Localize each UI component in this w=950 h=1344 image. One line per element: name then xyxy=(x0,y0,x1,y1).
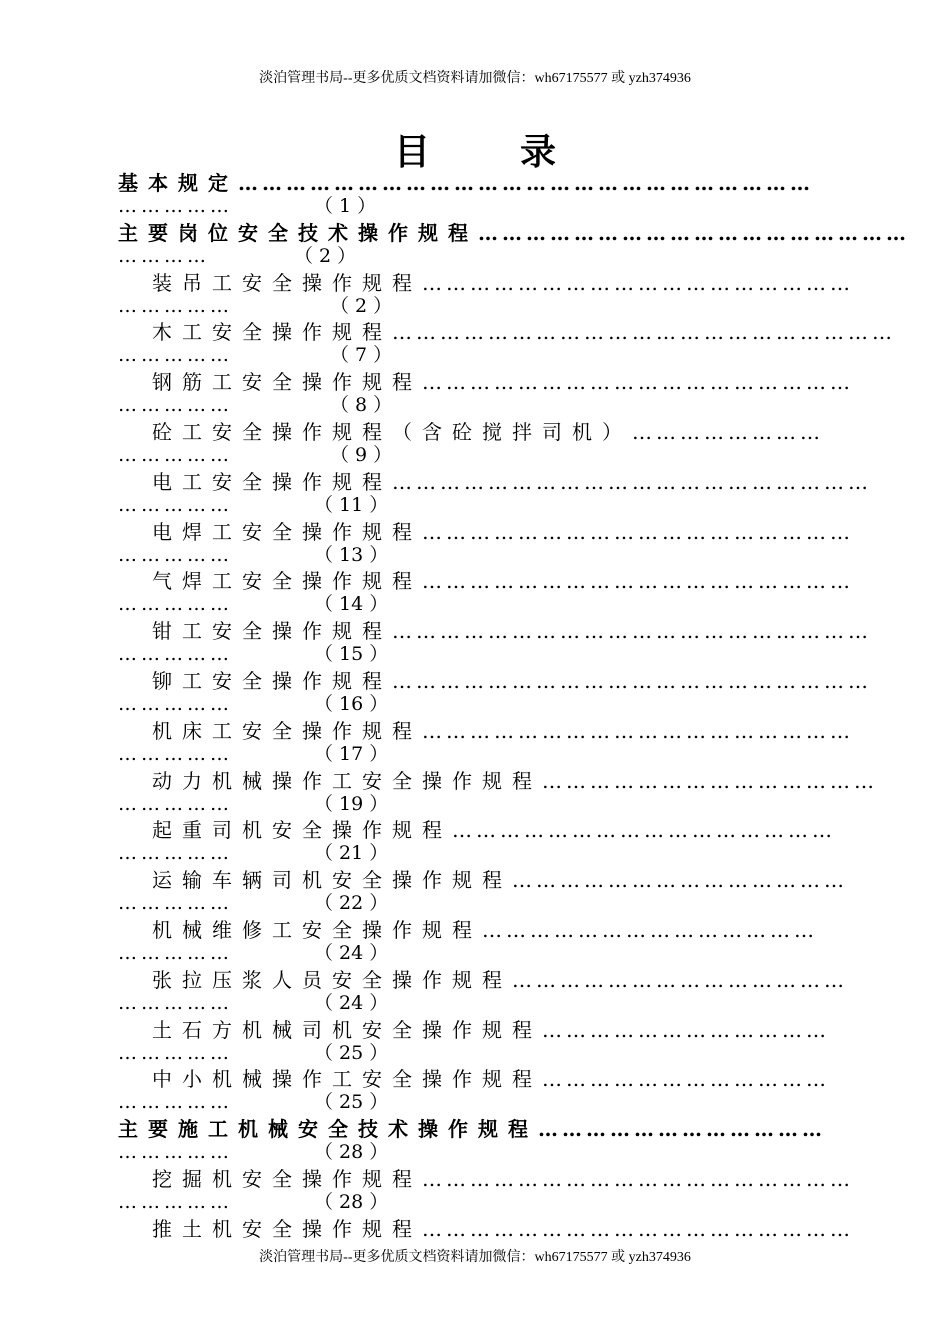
toc-entry[interactable]: 基本规定……………………………………………………………… …………… （ 1 ） xyxy=(118,171,814,217)
toc-page-number: （ 2 ） xyxy=(294,244,357,267)
toc-label: 主要施工机械安全技术操作规程 xyxy=(118,1117,538,1142)
toc-entry[interactable]: 主要岗位安全技术操作规程……………………………………………… ………… （ 2 ） xyxy=(118,220,910,267)
toc-page-number: （ 16 ） xyxy=(314,692,389,715)
toc-page-number: （ 28 ） xyxy=(314,1190,389,1213)
table-of-contents xyxy=(118,170,910,1266)
toc-entry[interactable]: 运输车辆司机安全操作规程…………………………………… …………… （ 22 ） xyxy=(118,868,848,915)
toc-page-number: （ 2 ） xyxy=(330,294,393,317)
toc-page-number: （ 21 ） xyxy=(314,842,389,865)
toc-label: 木工安全操作规程 xyxy=(152,320,392,345)
toc-label: 主要岗位安全技术操作规程 xyxy=(118,220,478,245)
toc-page-number: （ 11 ） xyxy=(314,493,389,516)
toc-entry[interactable]: 装吊工安全操作规程……………………………………………… …………… （ 2 ） xyxy=(118,270,854,317)
toc-page-number: （ 24 ） xyxy=(314,941,389,964)
toc-entry[interactable]: 张拉压浆人员安全操作规程…………………………………… …………… （ 24 ） xyxy=(118,967,848,1014)
toc-page-number: （ 19 ） xyxy=(314,792,389,815)
toc-entry[interactable]: 钳工安全操作规程…………………………………………………… …………… （ 15 ） xyxy=(118,619,872,666)
toc-page-number: （ 17 ） xyxy=(314,742,389,765)
toc-entry[interactable]: 主要施工机械安全技术操作规程……………………………… …………… （ 28 ） xyxy=(118,1117,826,1164)
page-header-watermark: 淡泊管理书局--更多优质文档资料请加微信：wh67175577 或 yzh374936 xyxy=(259,71,691,86)
toc-page-number: （ 13 ） xyxy=(314,543,389,566)
toc-page-number: （ 8 ） xyxy=(330,394,393,417)
toc-label: 推土机安全操作规程 xyxy=(152,1216,422,1241)
toc-entry[interactable]: 电工安全操作规程…………………………………………………… …………… （ 11 ） xyxy=(118,469,872,516)
toc-entry[interactable]: 电焊工安全操作规程……………………………………………… …………… （ 13 ） xyxy=(118,519,854,566)
toc-page-number: （ 24 ） xyxy=(314,991,389,1014)
toc-label: 张拉压浆人员安全操作规程 xyxy=(152,967,512,992)
toc-label: 挖掘机安全操作规程 xyxy=(152,1166,422,1191)
toc-label: 铆工安全操作规程 xyxy=(152,668,392,693)
toc-page-number: （ 7 ） xyxy=(330,344,393,367)
toc-page-number: （ 9 ） xyxy=(330,443,393,466)
toc-label: 土石方机械司机安全操作规程 xyxy=(152,1017,542,1042)
toc-entry[interactable]: 起重司机安全操作规程………………………………………… …………… （ 21 ） xyxy=(118,818,836,865)
toc-label: 动力机械操作工安全操作规程 xyxy=(152,768,542,793)
toc-page-number: （ 25 ） xyxy=(314,1041,389,1064)
toc-entry[interactable]: 动力机械操作工安全操作规程…………………………………… …………… （ 19 ） xyxy=(118,768,878,815)
page-footer-watermark: 淡泊管理书局--更多优质文档资料请加微信：wh67175577 或 yzh374936 xyxy=(259,1250,691,1265)
toc-label: 气焊工安全操作规程 xyxy=(152,569,422,594)
toc-entry[interactable]: 铆工安全操作规程…………………………………………………… …………… （ 16 ） xyxy=(118,668,872,715)
toc-page-number: （ 28 ） xyxy=(314,1141,389,1164)
toc-page-number: （ 15 ） xyxy=(314,643,389,666)
title-char-left: 目 xyxy=(393,131,430,173)
toc-entry[interactable]: 钢筋工安全操作规程……………………………………………… …………… （ 8 ） xyxy=(118,370,854,417)
toc-entry[interactable]: 推土机安全操作规程……………………………………………… xyxy=(152,1216,854,1241)
toc-label: 基本规定 xyxy=(118,171,238,195)
toc-entry[interactable]: 土石方机械司机安全操作规程……………………………… …………… （ 25 ） xyxy=(118,1017,830,1064)
toc-label: 钳工安全操作规程 xyxy=(152,619,392,644)
toc-label: 电工安全操作规程 xyxy=(152,469,392,494)
toc-label: 机床工安全操作规程 xyxy=(152,718,422,743)
toc-entry[interactable]: 挖掘机安全操作规程……………………………………………… …………… （ 28 ） xyxy=(118,1166,854,1213)
toc-label: 运输车辆司机安全操作规程 xyxy=(152,868,512,893)
toc-entry[interactable]: 木工安全操作规程……………………………………………………… …………… （ 7 ） xyxy=(118,320,896,367)
toc-label: 钢筋工安全操作规程 xyxy=(152,370,422,395)
toc-page-number: （ 14 ） xyxy=(314,593,389,616)
toc-label: 砼工安全操作规程（含砼搅拌司机） xyxy=(152,419,632,444)
toc-entry[interactable]: 砼工安全操作规程（含砼搅拌司机）…………………… …………… （ 9 ） xyxy=(118,419,824,466)
toc-entry[interactable]: 机械维修工安全操作规程…………………………………… …………… （ 24 ） xyxy=(118,917,818,964)
toc-entry[interactable]: 机床工安全操作规程……………………………………………… …………… （ 17 ） xyxy=(118,718,854,765)
toc-page-number: （ 22 ） xyxy=(314,892,389,915)
toc-page-number: （ 1 ） xyxy=(314,195,377,217)
title-char-right: 录 xyxy=(520,131,557,173)
toc-label: 电焊工安全操作规程 xyxy=(152,519,422,544)
toc-entry[interactable]: 中小机械操作工安全操作规程……………………………… …………… （ 25 ） xyxy=(118,1067,830,1114)
toc-entry[interactable]: 气焊工安全操作规程……………………………………………… …………… （ 14 ） xyxy=(118,569,854,616)
page-title xyxy=(0,124,950,175)
toc-label: 中小机械操作工安全操作规程 xyxy=(152,1067,542,1092)
toc-label: 机械维修工安全操作规程 xyxy=(152,917,482,942)
toc-label: 装吊工安全操作规程 xyxy=(152,270,422,295)
toc-label: 起重司机安全操作规程 xyxy=(152,818,452,843)
toc-page-number: （ 25 ） xyxy=(314,1091,389,1114)
